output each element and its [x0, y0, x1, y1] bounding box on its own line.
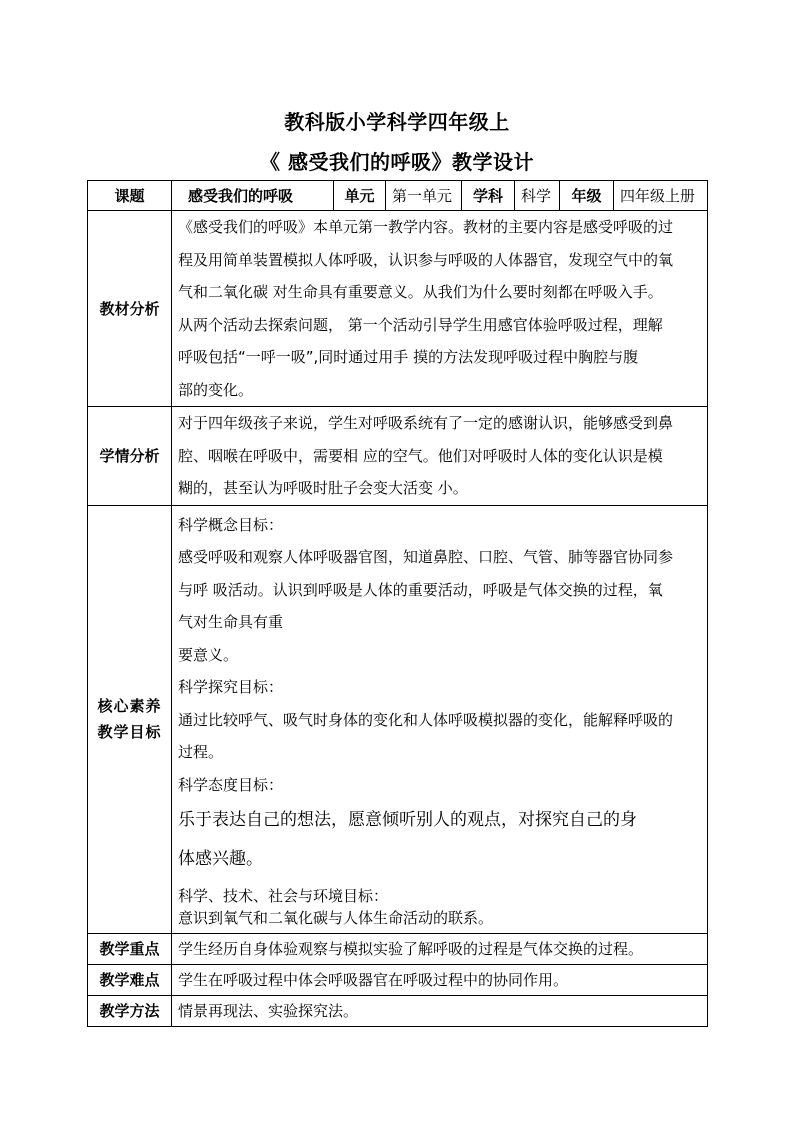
unit-value: 第一单元	[386, 181, 462, 211]
text-line: 与呼 吸活动。认识到呼吸是人体的重要活动，呼吸是气体交换的过程，氧	[178, 580, 663, 599]
text-line: 乐于表达自己的想法，愿意倾听别人的观点，对探究自己的身	[178, 810, 637, 831]
text-line: 体感兴趣。	[178, 849, 263, 870]
key-point-label: 教学重点	[88, 933, 172, 964]
document-title: 教科版小学科学四年级上	[284, 110, 510, 134]
key-point-row	[88, 933, 708, 964]
topic-value: 感受我们的呼吸	[172, 181, 334, 211]
methods-row	[88, 995, 708, 1026]
text-line: 要意义。	[178, 645, 239, 664]
core-goals-row	[88, 505, 708, 933]
text-line: 部的变化。	[178, 380, 254, 399]
core-goals-label-line1: 核心素养	[97, 697, 162, 715]
text-line: 《感受我们的呼吸》本单元第一教学内容。教材的主要内容是感受呼吸的过	[178, 218, 674, 236]
sts-goal-title: 科学、技术、社会与环境目标：	[178, 887, 389, 906]
text-line: 从两个活动去探索问题， 第一个活动引导学生用感官体验呼吸过程，理解	[178, 315, 663, 334]
header-row	[88, 181, 708, 211]
topic-label: 课题	[88, 181, 172, 211]
text-line: 程及用简单装置模拟人体呼吸，认识参与呼吸的人体器官，发现空气中的氧	[178, 250, 674, 269]
core-goals-label	[88, 505, 172, 933]
difficulty-row	[88, 964, 708, 995]
difficulty-label: 教学难点	[88, 964, 172, 995]
text-line: 糊的，甚至认为呼吸时肚子会变大活变 小。	[178, 479, 468, 497]
text-line: 气对生命具有重	[178, 613, 284, 632]
key-point-value: 学生经历自身体验观察与模拟实验了解呼吸的过程是气体交换的过程。	[172, 933, 708, 964]
grade-value: 四年级上册	[614, 181, 708, 211]
subject-label: 学科	[462, 181, 515, 211]
text-line: 意识到氧气和二氧化碳与人体生命活动的联系。	[178, 909, 494, 928]
attitude-goal-title: 科学态度目标：	[178, 775, 284, 794]
core-goals-label-line2: 教学目标	[97, 723, 162, 741]
document-subtitle: 《 感受我们的呼吸》教学设计	[260, 150, 534, 174]
inquiry-goal-title: 科学探究目标：	[178, 678, 284, 697]
subject-value: 科学	[515, 181, 560, 211]
lesson-plan-table	[87, 180, 708, 1027]
text-line: 呼吸包括“一呼一吸”,同时通过用手 摸的方法发现呼吸过程中胸腔与腹	[178, 348, 639, 366]
methods-label: 教学方法	[88, 995, 172, 1026]
text-line: 对于四年级孩子来说，学生对呼吸系统有了一定的感谢认识，能够感受到鼻	[178, 414, 674, 432]
unit-label: 单元	[334, 181, 386, 211]
material-analysis-content	[172, 211, 708, 407]
text-line: 过程。	[178, 743, 224, 762]
text-line: 感受呼吸和观察人体呼吸器官图，知道鼻腔、口腔、气管、肺等器官协同参	[178, 548, 674, 567]
text-line: 气和二氧化碳 对生命具有重要意义。从我们为什么要时刻都在呼吸入手。	[178, 283, 663, 301]
difficulty-value: 学生在呼吸过程中体会呼吸器官在呼吸过程中的协同作用。	[172, 964, 708, 995]
concept-goal-title: 科学概念目标：	[178, 515, 284, 534]
text-line: 腔、咽喉在呼吸中，需要相 应的空气。他们对呼吸时人体的变化认识是模	[178, 446, 663, 465]
methods-value: 情景再现法、实验探究法。	[172, 995, 708, 1026]
material-analysis-row	[88, 211, 708, 407]
student-analysis-content	[172, 407, 708, 506]
text-line: 通过比较呼气、吸气时身体的变化和人体呼吸模拟器的变化，能解释呼吸的	[178, 710, 674, 729]
grade-label: 年级	[560, 181, 614, 211]
core-goals-content	[172, 505, 708, 933]
student-analysis-row	[88, 407, 708, 506]
material-analysis-label: 教材分析	[88, 211, 172, 407]
student-analysis-label: 学情分析	[88, 407, 172, 506]
